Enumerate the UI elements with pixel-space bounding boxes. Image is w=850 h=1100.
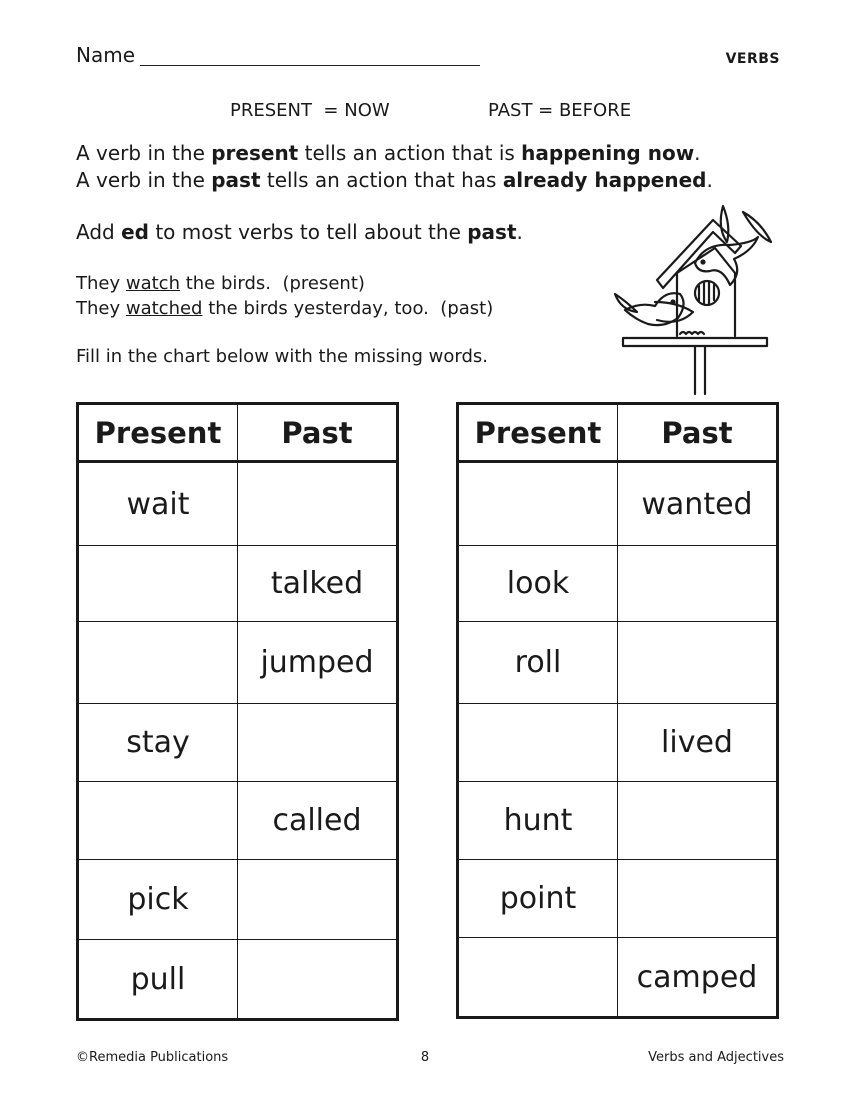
intro-text: . xyxy=(706,168,713,192)
past-equation: PAST = BEFORE xyxy=(488,100,632,121)
present-cell[interactable] xyxy=(78,622,238,704)
table-row xyxy=(78,622,398,704)
past-cell[interactable]: jumped xyxy=(238,622,398,704)
present-cell[interactable]: stay xyxy=(78,704,238,782)
intro-text: A verb in the xyxy=(76,141,212,165)
example-text: They xyxy=(76,298,126,319)
intro-bold: past xyxy=(211,168,261,192)
present-header: Present xyxy=(78,404,238,462)
intro-bold: present xyxy=(211,141,299,165)
past-cell[interactable] xyxy=(238,462,398,546)
footer-book-title: Verbs and Adjectives xyxy=(648,1050,784,1065)
intro-text: tells an action that has xyxy=(260,168,503,192)
example-text: the birds. (present) xyxy=(179,273,365,294)
present-cell[interactable]: wait xyxy=(78,462,238,546)
intro-bold: happening now xyxy=(521,141,695,165)
present-cell[interactable]: point xyxy=(458,860,618,938)
past-cell[interactable] xyxy=(618,546,778,622)
past-cell[interactable]: wanted xyxy=(618,462,778,546)
instruction: Fill in the chart below with the missing words. xyxy=(76,346,488,367)
table-row xyxy=(78,940,398,1020)
present-cell[interactable] xyxy=(78,782,238,860)
past-cell[interactable] xyxy=(618,622,778,704)
past-header: Past xyxy=(618,404,778,462)
table-row xyxy=(78,782,398,860)
example-text: They xyxy=(76,273,126,294)
table-row xyxy=(458,782,778,860)
table-row xyxy=(458,938,778,1018)
present-cell[interactable]: roll xyxy=(458,622,618,704)
intro-line-2 xyxy=(76,168,713,192)
past-cell[interactable]: called xyxy=(238,782,398,860)
intro-line-1 xyxy=(76,141,701,165)
intro-text: tells an action that is xyxy=(298,141,522,165)
verb-chart-right xyxy=(456,402,779,1019)
present-cell[interactable] xyxy=(458,938,618,1018)
chart-header-row xyxy=(458,404,778,462)
example-verb: watch xyxy=(125,273,180,294)
intro-text: A verb in the xyxy=(76,168,212,192)
table-row xyxy=(78,860,398,940)
present-cell[interactable]: look xyxy=(458,546,618,622)
table-row xyxy=(458,462,778,546)
topic-label: VERBS xyxy=(725,51,780,67)
table-row xyxy=(458,860,778,938)
footer-publisher: ©Remedia Publications xyxy=(76,1050,229,1065)
present-header: Present xyxy=(458,404,618,462)
present-cell[interactable]: hunt xyxy=(458,782,618,860)
page-number: 8 xyxy=(420,1050,430,1065)
past-cell[interactable]: talked xyxy=(238,546,398,622)
table-row xyxy=(458,704,778,782)
example-present xyxy=(76,273,365,294)
present-cell[interactable] xyxy=(78,546,238,622)
table-row xyxy=(78,704,398,782)
birdhouse-icon xyxy=(595,198,775,398)
past-header: Past xyxy=(238,404,398,462)
present-cell[interactable]: pull xyxy=(78,940,238,1020)
past-cell[interactable]: lived xyxy=(618,704,778,782)
present-cell[interactable]: pick xyxy=(78,860,238,940)
rule-bold: past xyxy=(467,220,517,244)
intro-bold: already happened xyxy=(502,168,707,192)
present-cell[interactable] xyxy=(458,704,618,782)
past-cell[interactable] xyxy=(238,860,398,940)
name-line[interactable] xyxy=(140,65,480,66)
table-row xyxy=(78,546,398,622)
chart-header-row xyxy=(78,404,398,462)
present-equation: PRESENT = NOW xyxy=(230,100,390,121)
past-cell[interactable] xyxy=(618,860,778,938)
example-verb: watched xyxy=(125,298,203,319)
present-cell[interactable] xyxy=(458,462,618,546)
intro-text: . xyxy=(694,141,701,165)
past-cell[interactable] xyxy=(238,940,398,1020)
rule-text: . xyxy=(516,220,523,244)
past-cell[interactable] xyxy=(238,704,398,782)
past-cell[interactable] xyxy=(618,782,778,860)
verb-chart-left xyxy=(76,402,399,1021)
past-cell[interactable]: camped xyxy=(618,938,778,1018)
example-text: the birds yesterday, too. (past) xyxy=(202,298,494,319)
table-row xyxy=(458,546,778,622)
rule-line xyxy=(76,220,523,244)
table-row xyxy=(78,462,398,546)
rule-bold: ed xyxy=(121,220,149,244)
example-past xyxy=(76,298,493,319)
rule-text: to most verbs to tell about the xyxy=(148,220,468,244)
table-row xyxy=(458,622,778,704)
name-label: Name xyxy=(76,43,136,67)
rule-text: Add xyxy=(76,220,122,244)
